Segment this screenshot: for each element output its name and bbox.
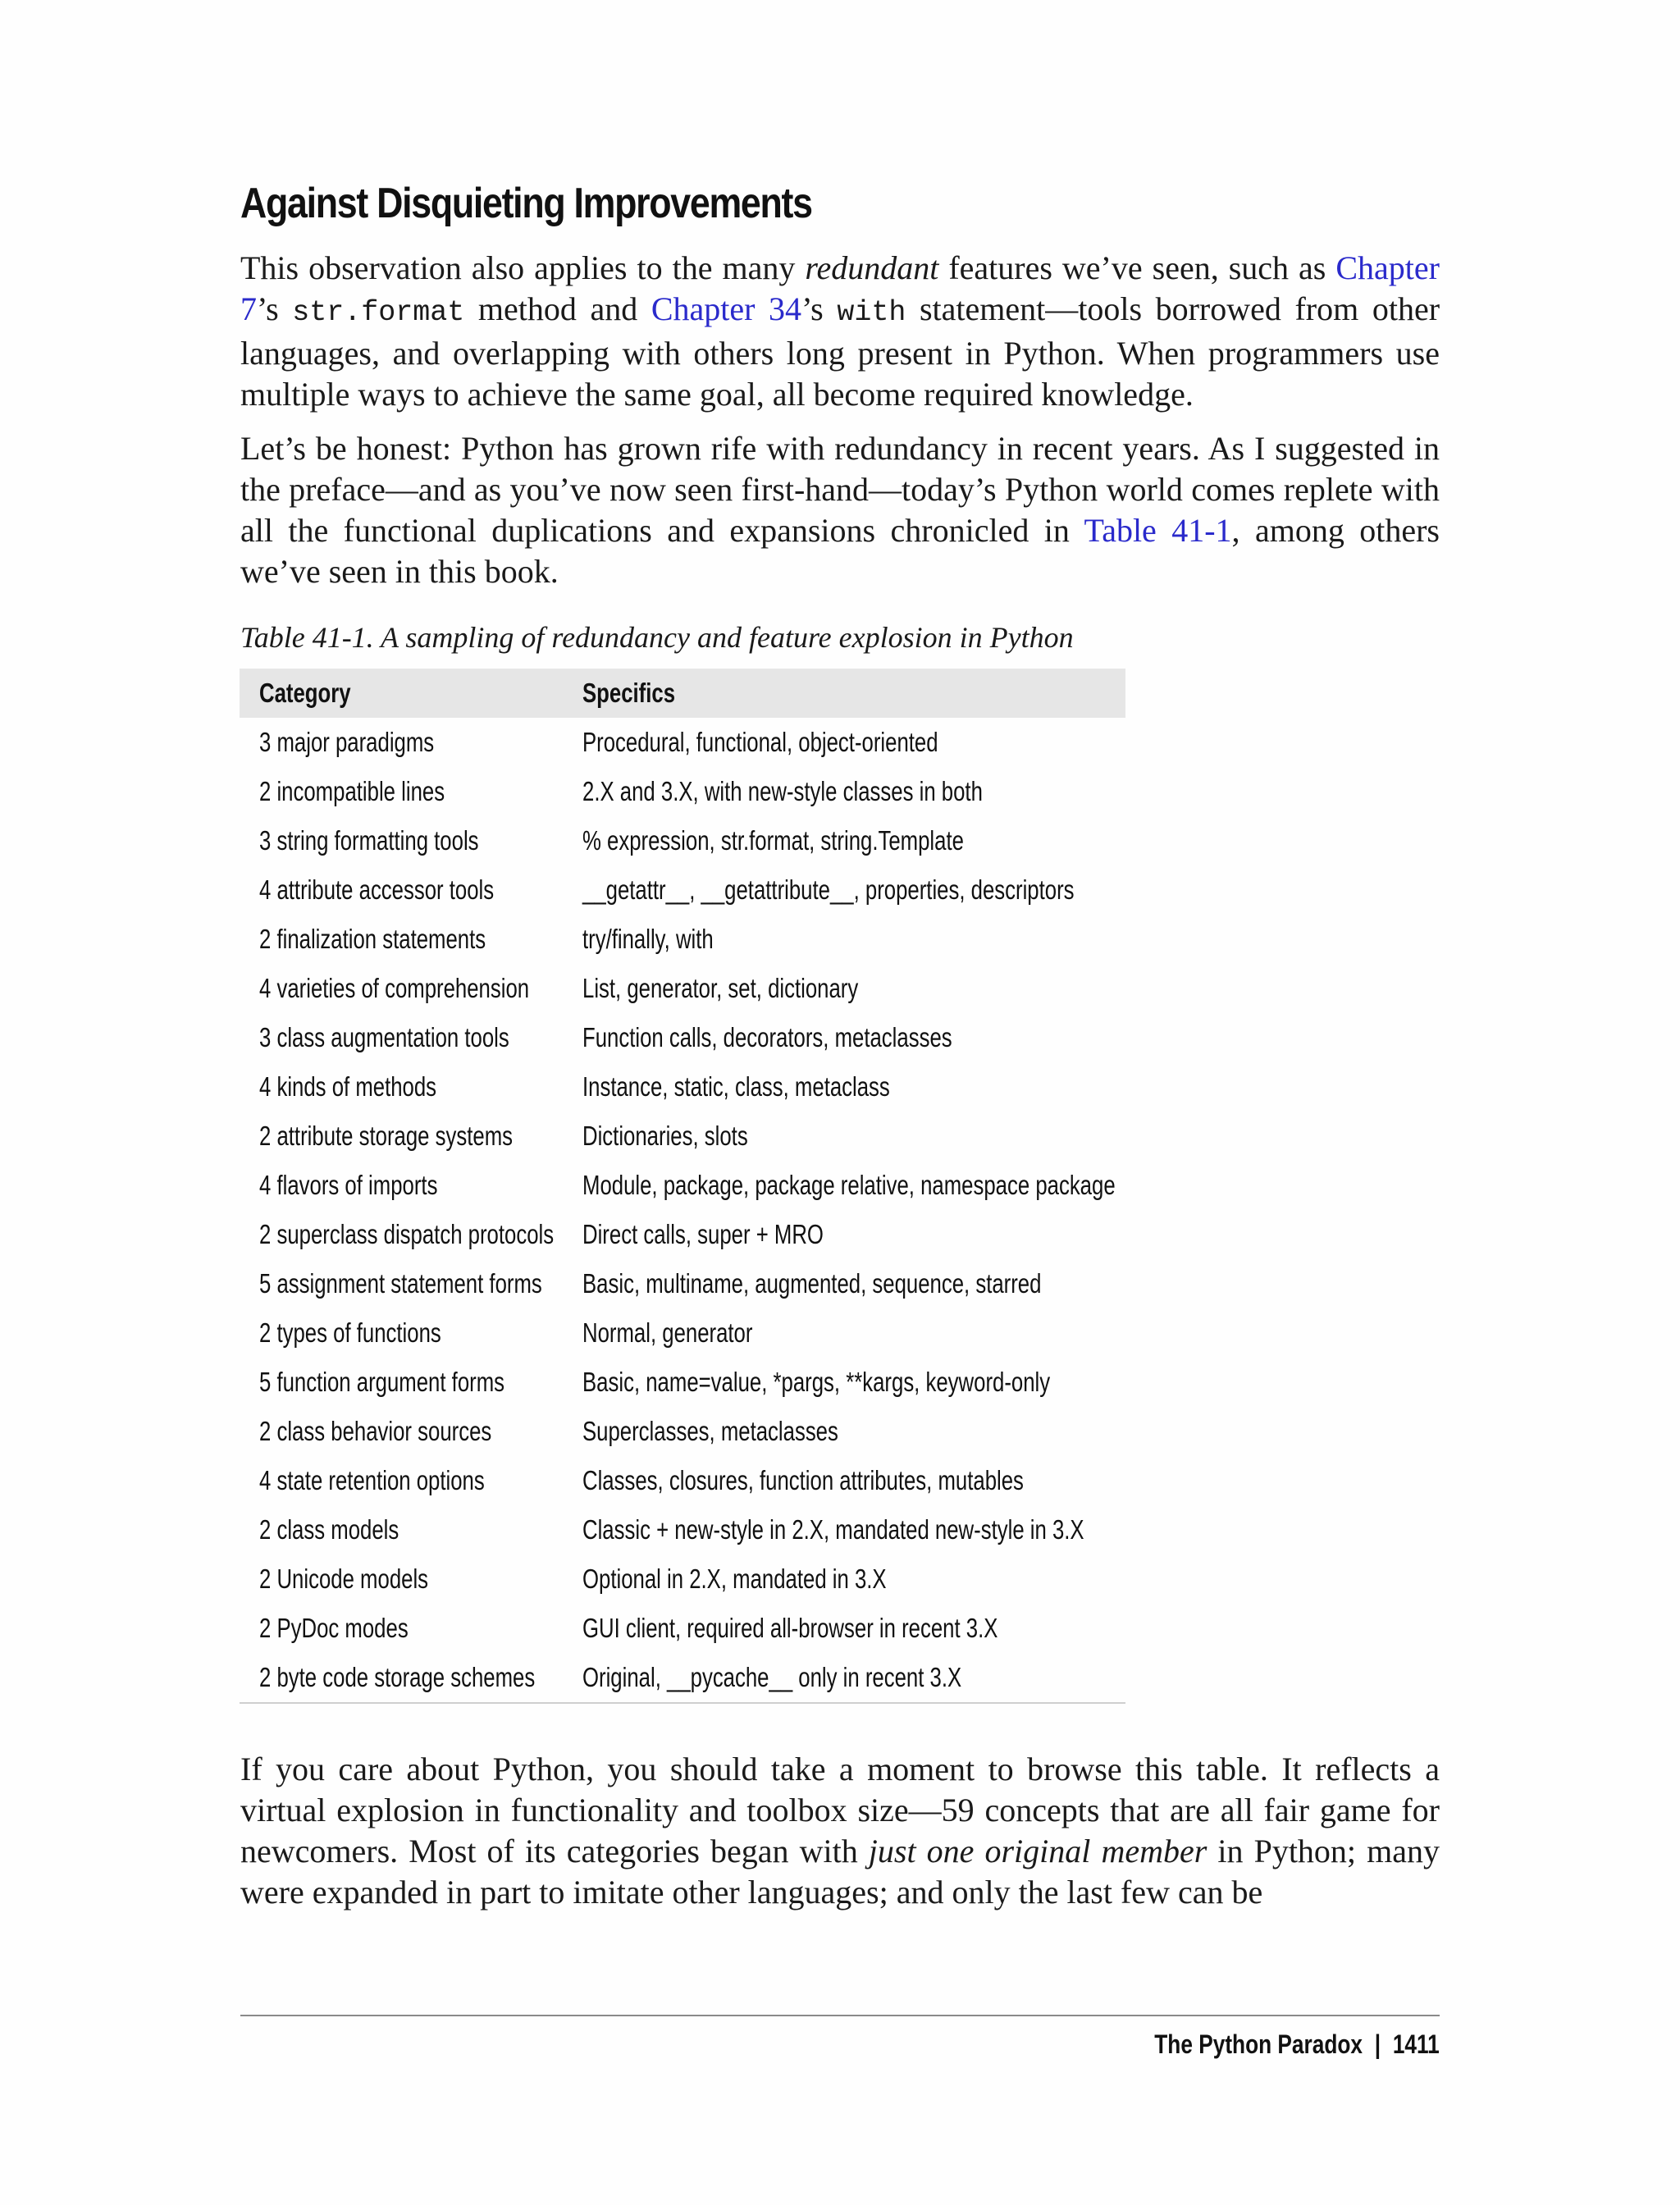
specifics-cell: Classes, closures, function attributes, mutables [582, 1465, 1024, 1495]
category-cell: 2 class models [259, 1514, 399, 1545]
specifics-cell: Basic, name=value, *pargs, **kargs, keyword-only [582, 1367, 1051, 1397]
table-row [240, 915, 1125, 964]
specifics-cell: Procedural, functional, object-oriented [582, 727, 938, 757]
running-title: The Python Paradox [1154, 2029, 1363, 2059]
table-row [240, 1112, 1125, 1161]
specifics-cell: Direct calls, super + MRO [582, 1219, 824, 1249]
specifics-cell: Instance, static, class, metaclass [582, 1071, 890, 1102]
category-cell: 2 incompatible lines [259, 776, 445, 806]
header-specifics: Specifics [582, 678, 676, 708]
specifics-cell: Superclasses, metaclasses [582, 1416, 838, 1446]
category-cell: 5 assignment statement forms [259, 1268, 542, 1299]
para1-text-1: This observation also applies to the many [240, 249, 806, 286]
category-cell: 2 attribute storage systems [259, 1121, 514, 1151]
para1-text-4: method and [464, 290, 651, 327]
para1-emphasis: redundant [805, 249, 939, 286]
specifics-cell: Dictionaries, slots [582, 1121, 748, 1151]
specifics-cell: __getattr__, __getattribute__, properties, descriptors [582, 874, 1075, 905]
category-cell: 2 superclass dispatch protocols [259, 1219, 555, 1249]
paragraph-be-honest [240, 428, 1440, 592]
table-row [240, 1456, 1125, 1505]
chapter-7-link[interactable]: Chapter 7 [240, 249, 1440, 327]
table-header-row [240, 669, 1125, 718]
para1-text-6: statement—tools borrowed from other languages, and overlapping with others long present in Python. When programmers use multiple ways to achieve the same goal, all become required knowledge. [240, 290, 1440, 413]
category-cell: 4 varieties of comprehension [259, 973, 530, 1003]
category-cell: 4 kinds of methods [259, 1071, 437, 1102]
table-row [240, 1604, 1125, 1653]
table-row [240, 964, 1125, 1013]
category-cell: 3 string formatting tools [259, 825, 479, 856]
table-row [240, 1259, 1125, 1308]
para2-text-1: Let’s be honest: Python has grown rife with redundancy in recent years. As I suggested in the preface—and as you’ve now seen first-hand—today’s Python world comes replete with all the functional duplications and expansions chronicled in [240, 430, 1440, 549]
category-cell: 2 byte code storage schemes [259, 1662, 536, 1692]
table-row [240, 1062, 1125, 1112]
section-heading: Against Disquieting Improvements [240, 180, 812, 227]
table-row [240, 1505, 1125, 1554]
chapter-34-link[interactable]: Chapter 34 [651, 290, 802, 327]
para1-text-5: ’s [801, 290, 838, 327]
para1-text-3: ’s [257, 290, 293, 327]
para3-text-1: If you care about Python, you should take a moment to browse this table. It reflects a virtual explosion in functionality and toolbox size—59 concepts that are all fair game for newcomers. Most of its categories began with [240, 1751, 1440, 1869]
redundancy-table [240, 669, 1125, 1704]
para2-text-2: , among others we’ve seen in this book. [240, 512, 1440, 590]
category-cell: 2 class behavior sources [259, 1416, 492, 1446]
footer-divider [240, 2015, 1440, 2016]
specifics-cell: Basic, multiname, augmented, sequence, starred [582, 1268, 1042, 1299]
page-footer [1155, 2029, 1440, 2060]
table-row [240, 767, 1125, 816]
specifics-cell: Normal, generator [582, 1317, 753, 1348]
header-category: Category [259, 678, 351, 708]
category-cell: 2 types of functions [259, 1317, 441, 1348]
table-row [240, 1161, 1125, 1210]
table-row [240, 1210, 1125, 1259]
specifics-cell: Original, __pycache__ only in recent 3.X [582, 1662, 962, 1692]
category-cell: 2 finalization statements [259, 924, 486, 954]
code-with: with [837, 296, 906, 329]
para1-text-2: features we’ve seen, such as [938, 249, 1336, 286]
table-row [240, 1554, 1125, 1604]
paragraph-browse-table [240, 1749, 1440, 1913]
specifics-cell: % expression, str.format, string.Template [582, 825, 964, 856]
table-row [240, 1407, 1125, 1456]
footer-separator: | [1374, 2029, 1381, 2059]
category-cell: 4 state retention options [259, 1465, 485, 1495]
table-row [240, 1308, 1125, 1358]
table-caption: Table 41-1. A sampling of redundancy and feature explosion in Python [240, 621, 1074, 654]
category-cell: 4 attribute accessor tools [259, 874, 495, 905]
category-cell: 3 class augmentation tools [259, 1022, 509, 1052]
page-number: 1411 [1393, 2029, 1440, 2059]
specifics-cell: Module, package, package relative, namespace package [582, 1170, 1116, 1200]
paragraph-redundant-features [240, 248, 1440, 415]
category-cell: 3 major paradigms [259, 727, 435, 757]
specifics-cell: Optional in 2.X, mandated in 3.X [582, 1564, 887, 1594]
category-cell: 2 PyDoc modes [259, 1613, 409, 1643]
table-row [240, 1013, 1125, 1062]
specifics-cell: try/finally, with [582, 924, 714, 954]
table-row [240, 1653, 1125, 1702]
specifics-cell: List, generator, set, dictionary [582, 973, 859, 1003]
category-cell: 5 function argument forms [259, 1367, 505, 1397]
table-row [240, 718, 1125, 767]
specifics-cell: Function calls, decorators, metaclasses [582, 1022, 952, 1052]
code-str-format: str.format [292, 296, 465, 329]
specifics-cell: GUI client, required all-browser in recent 3.X [582, 1613, 998, 1643]
para3-emphasis: just one original member [868, 1833, 1208, 1869]
table-row [240, 816, 1125, 865]
para3-text-2: in Python; many were expanded in part to imitate other languages; and only the last few can be [240, 1833, 1440, 1911]
category-cell: 4 flavors of imports [259, 1170, 438, 1200]
table-row [240, 1358, 1125, 1407]
specifics-cell: 2.X and 3.X, with new-style classes in both [582, 776, 983, 806]
table-row [240, 865, 1125, 915]
category-cell: 2 Unicode models [259, 1564, 429, 1594]
table-41-1-link[interactable]: Table 41-1 [1084, 512, 1232, 549]
specifics-cell: Classic + new-style in 2.X, mandated new-style in 3.X [582, 1514, 1084, 1545]
